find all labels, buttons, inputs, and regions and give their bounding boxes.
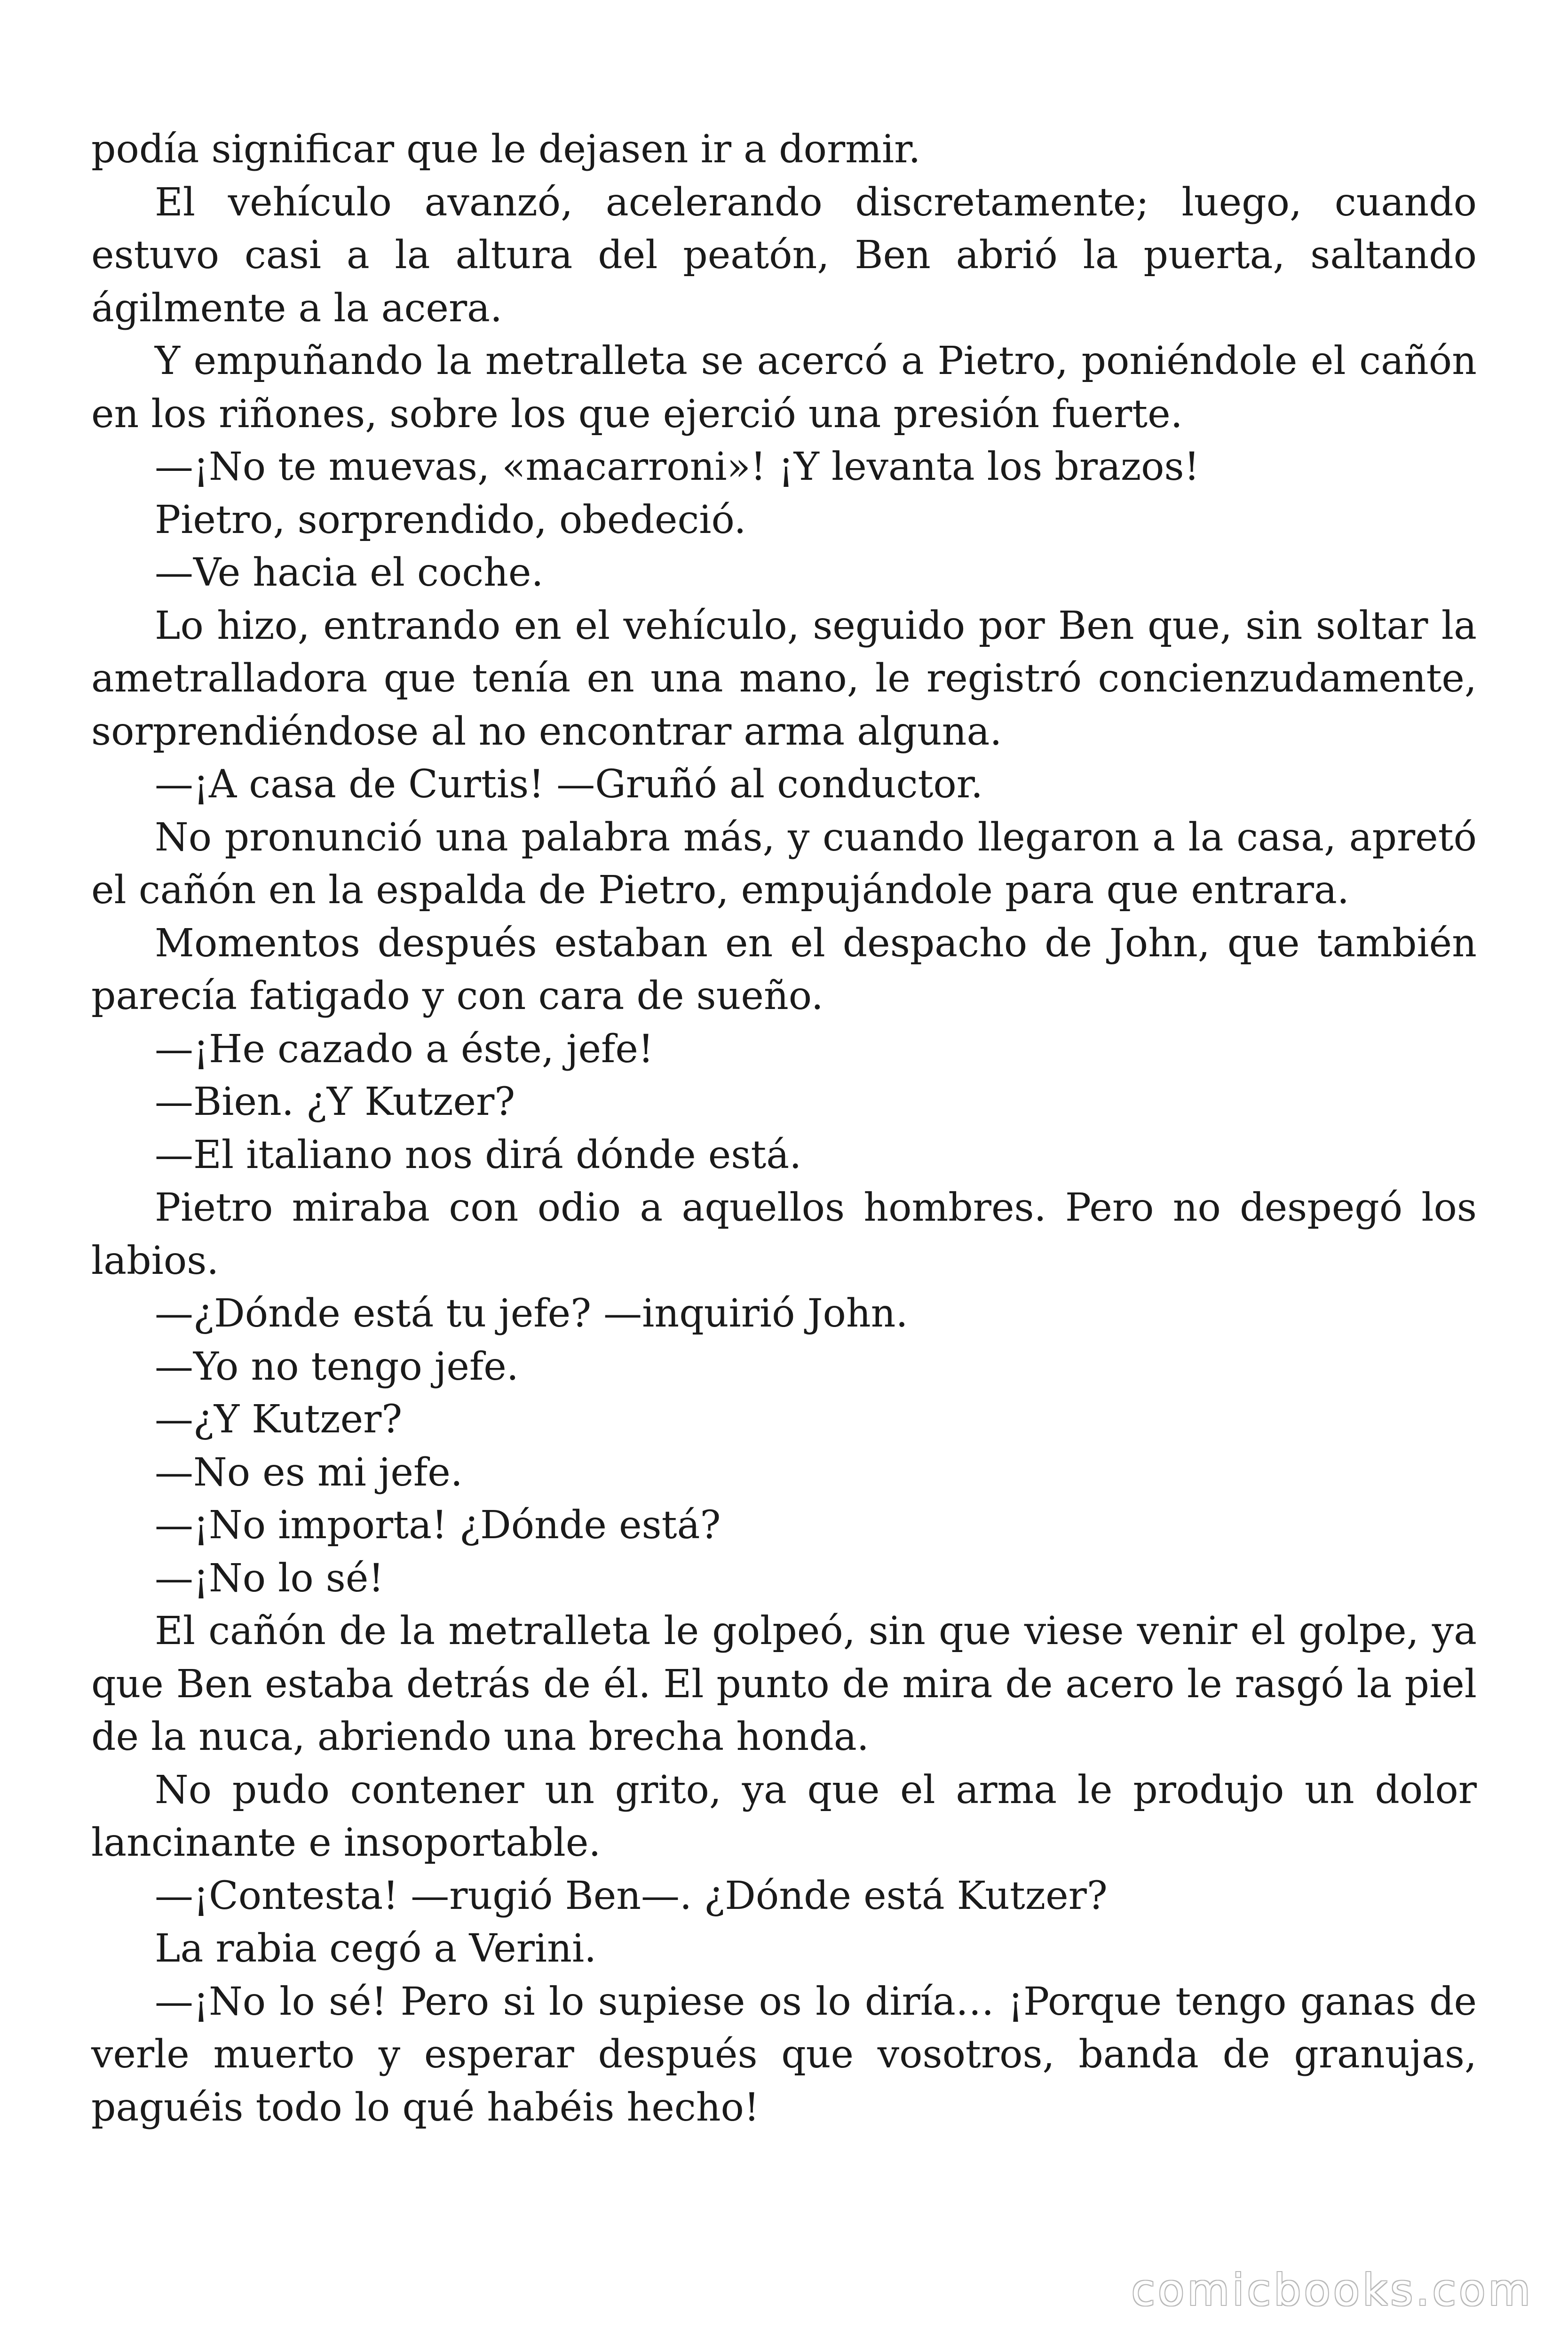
paragraph: Y empuñando la metralleta se acercó a Pietro, poniéndole el cañón en los riñones, sobre los que ejerció una presión fuerte. <box>91 339 1477 437</box>
dialogue-line: —¡No importa! ¿Dónde está? <box>155 1503 721 1548</box>
body-text <box>91 123 1477 2134</box>
watermark: comicbooks.com <box>1131 2265 1533 2315</box>
dialogue-line: —¡Contesta! —rugió Ben—. ¿Dónde está Kutzer? <box>155 1873 1108 1918</box>
dialogue-line: —No es mi jefe. <box>155 1450 463 1495</box>
dialogue-line: —¡He cazado a éste, jefe! <box>155 1026 654 1072</box>
dialogue-line: —Ve hacia el coche. <box>155 550 544 595</box>
dialogue-line: —¡No lo sé! <box>155 1556 384 1601</box>
dialogue-line: —Bien. ¿Y Kutzer? <box>155 1080 515 1124</box>
dialogue-line: —¿Y Kutzer? <box>155 1397 403 1442</box>
paragraph: No pudo contener un grito, ya que el arma le produjo un dolor lancinante e insoportable. <box>91 1767 1477 1865</box>
paragraph: Pietro, sorprendido, obedeció. <box>155 497 746 542</box>
dialogue-line: —¡A casa de Curtis! —Gruñó al conductor. <box>155 762 983 807</box>
dialogue-line: —El italiano nos dirá dónde está. <box>155 1132 802 1177</box>
dialogue-line: —¿Dónde está tu jefe? —inquirió John. <box>155 1291 908 1336</box>
paragraph: La rabia cegó a Verini. <box>155 1926 597 1971</box>
paragraph: El vehículo avanzó, acelerando discretamente; luego, cuando estuvo casi a la altura del peatón, Ben abrió la puerta, saltando ágilmente a la acera. <box>91 180 1477 331</box>
paragraph: No pronunció una palabra más, y cuando llegaron a la casa, apretó el cañón en la espalda de Pietro, empujándole para que entrara. <box>91 815 1477 913</box>
dialogue-line: —¡No lo sé! Pero si lo supiese os lo diría… ¡Porque tengo ganas de verle muerto y esperar después que vosotros, banda de granujas, paguéis todo lo qué habéis hecho! <box>91 1979 1477 2130</box>
dialogue-line: —¡No te muevas, «macarroni»! ¡Y levanta los brazos! <box>155 445 1200 489</box>
paragraph: El cañón de la metralleta le golpeó, sin que viese venir el golpe, ya que Ben estaba detrás de él. El punto de mira de acero le rasgó la piel de la nuca, abriendo una brecha honda. <box>91 1609 1477 1759</box>
paragraph: Pietro miraba con odio a aquellos hombres. Pero no despegó los labios. <box>91 1185 1477 1283</box>
paragraph: Momentos después estaban en el despacho de John, que también parecía fatigado y con cara de sueño. <box>91 921 1477 1018</box>
paragraph: Lo hizo, entrando en el vehículo, seguido por Ben que, sin soltar la ametralladora que tenía en una mano, le registró concienzudamente, sorprendiéndose al no encontrar arma alguna. <box>91 603 1477 754</box>
paragraph-continued: podía significar que le dejasen ir a dormir. <box>91 127 921 172</box>
dialogue-line: —Yo no tengo jefe. <box>155 1344 519 1389</box>
